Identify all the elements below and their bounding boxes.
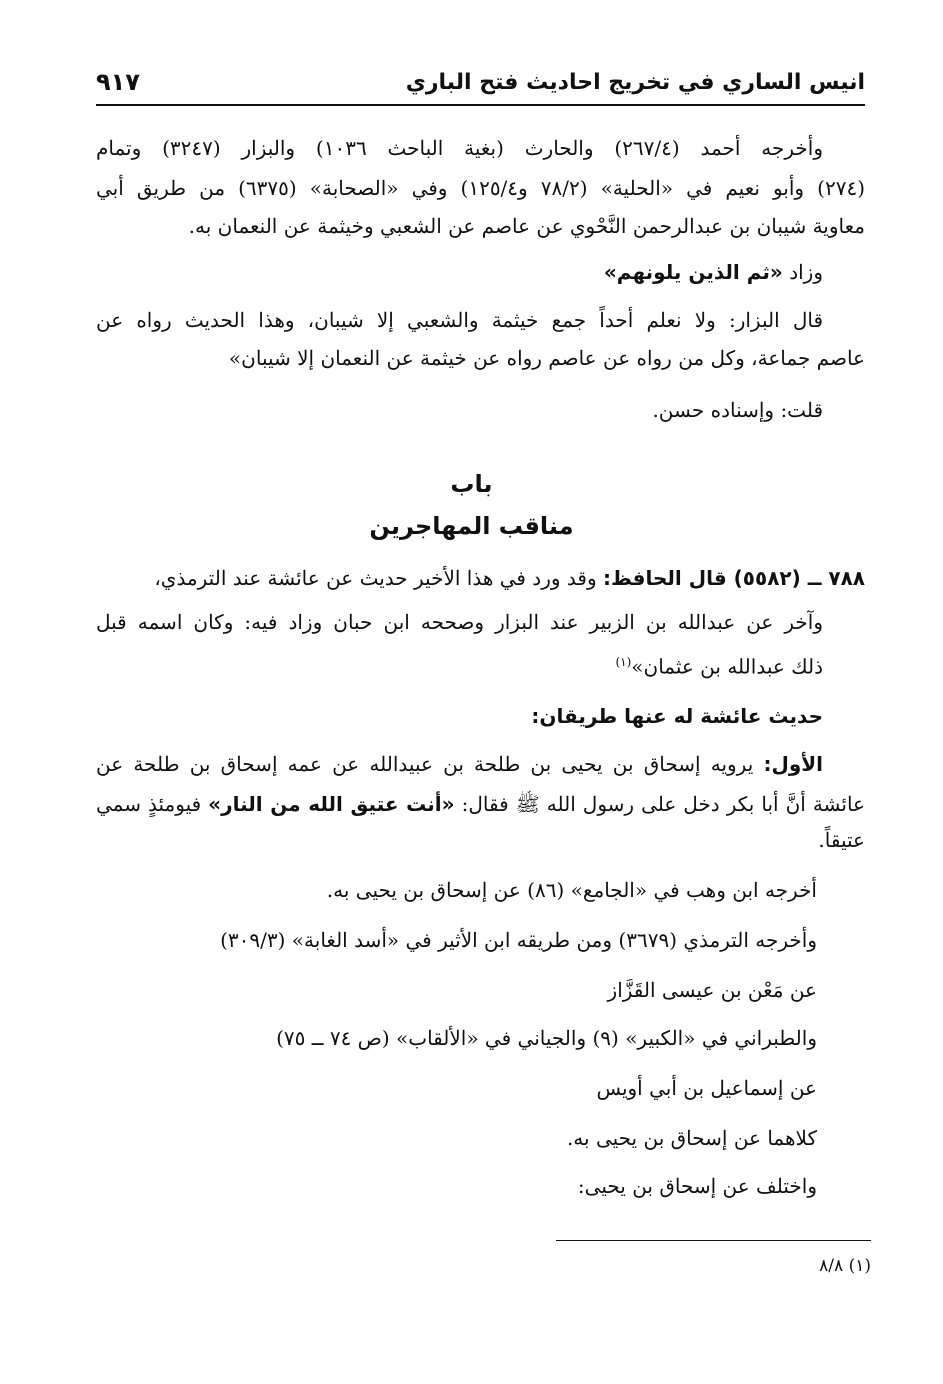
para3-line2: عاصم جماعة، وكل من رواه عن عاصم رواه عن خيثمة عن النعمان إلا شيبان»: [228, 346, 865, 370]
first-line2: [96, 790, 865, 818]
chain-line-2: عن مَعْن بن عيسى القَزَّاز: [607, 978, 817, 1002]
chapter-title: مناقب المهاجرين: [369, 512, 574, 540]
para2: [96, 258, 823, 286]
footnote: (١) ٨/٨: [819, 1256, 871, 1276]
chain-line-5: كلاهما عن إسحاق بن يحيى به.: [566, 1126, 817, 1150]
first-line2-quote: «أنت عتيق الله من النار»: [208, 792, 455, 816]
running-title: انيس الساري في تخريج احاديث فتح الباري: [405, 70, 865, 95]
para2-prefix: وزاد: [782, 260, 823, 284]
entry-line1: [96, 564, 865, 592]
first-line2-a: عائشة أنَّ أبا بكر دخل على رسول الله ﷺ فقال:: [454, 792, 865, 816]
entry-line3-text: ذلك عبدالله بن عثمان»: [631, 654, 823, 679]
chapter-bab: باب: [450, 470, 493, 498]
footnote-rule: [556, 1240, 871, 1241]
entry-line2: وآخر عن عبدالله بن الزبير عند البزار وصححه ابن حبان وزاد فيه: وكان اسمه قبل: [96, 610, 823, 634]
chain-line-4: عن إسماعيل بن أبي أويس: [596, 1076, 817, 1100]
page-number: ٩١٧: [96, 68, 140, 96]
first-line1: [96, 750, 823, 778]
subheading: حديث عائشة له عنها طريقان:: [531, 704, 823, 728]
chain-line-6: واختلف عن إسحاق بن يحيى:: [577, 1174, 817, 1198]
para1-line1: وأخرجه أحمد (٢٦٧/٤) والحارث (بغية الباحث ١٠٣٦) والبزار (٣٢٤٧) وتمام: [96, 136, 823, 160]
chain-line-1: وأخرجه الترمذي (٣٦٧٩) ومن طريقه ابن الأثير في «أسد الغابة» (٣٠٩/٣): [220, 928, 817, 952]
first-line2-b: فيومئذٍ سمي: [96, 792, 209, 816]
footnote-ref: (١): [615, 655, 632, 669]
entry-line3: [96, 648, 823, 681]
chain-line-0: أخرجه ابن وهب في «الجامع» (٨٦) عن إسحاق بن يحيى به.: [326, 878, 817, 902]
page-header: [96, 66, 865, 104]
first-line1-rest: يرويه إسحاق بن يحيى بن طلحة بن عبيدالله عن عمه إسحاق بن طلحة عن: [96, 752, 764, 776]
header-rule: [96, 104, 865, 106]
first-line3: عتيقاً.: [818, 828, 865, 852]
para1-line2: (٢٧٤) وأبو نعيم في «الحلية» (٧٨/٢ و١٢٥/٤) وفي «الصحابة» (٦٣٧٥) من طريق أبي: [96, 176, 865, 200]
para2-quote: «ثم الذين يلونهم»: [603, 260, 783, 284]
para1-line3: معاوية شيبان بن عبدالرحمن النَّحْوي عن عاصم عن الشعبي وخيثمة عن النعمان به.: [188, 214, 865, 238]
chain-line-3: والطبراني في «الكبير» (٩) والجياني في «الألقاب» (ص ٧٤ ــ ٧٥): [276, 1026, 817, 1050]
entry-line1-rest: وقد ورد في هذا الأخير حديث عن عائشة عند الترمذي،: [154, 566, 603, 590]
entry-number: ٧٨٨ ــ (٥٥٨٢) قال الحافظ:: [602, 566, 865, 590]
para3-line1: قال البزار: ولا نعلم أحداً جمع خيثمة والشعبي إلا شيبان، وهذا الحديث رواه عن: [96, 308, 823, 332]
first-label: الأول:: [763, 752, 823, 776]
para4: قلت: وإسناده حسن.: [652, 398, 823, 422]
